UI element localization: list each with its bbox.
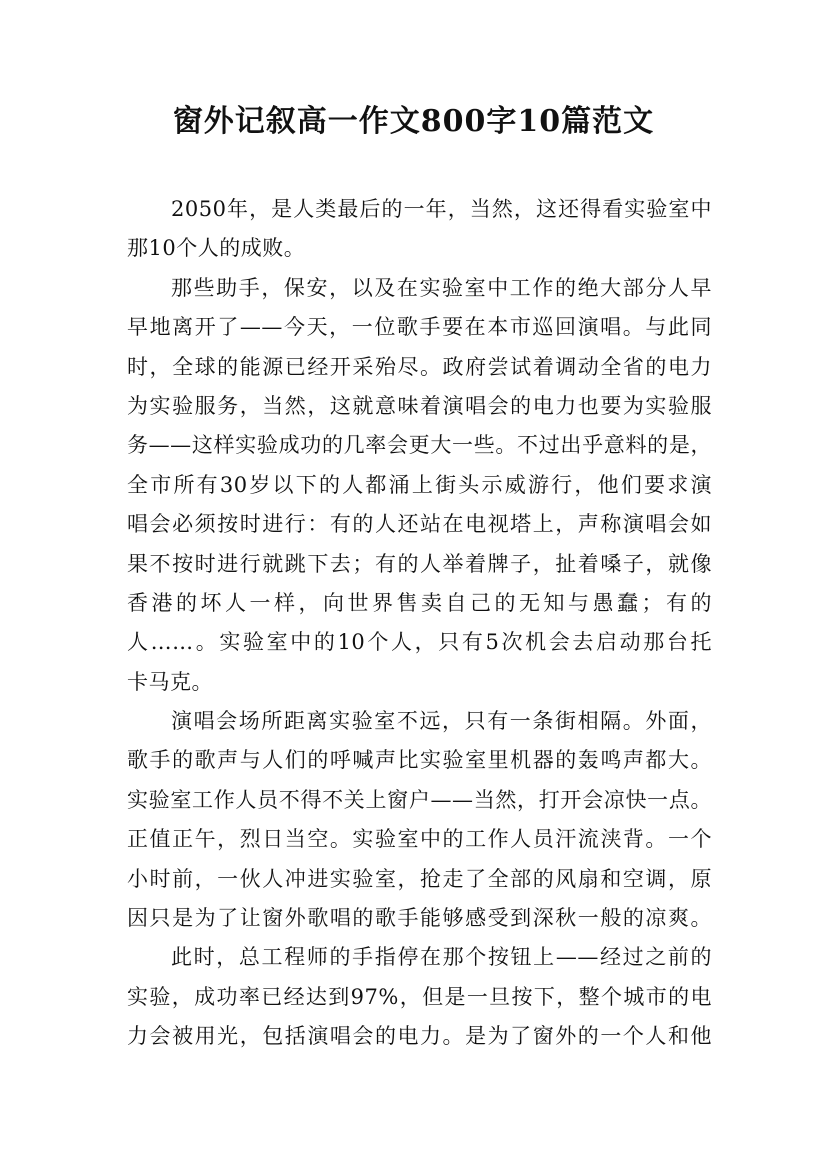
body-line: 果不按时进行就跳下去；有的人举着牌子，扯着嗓子，就像 — [127, 551, 712, 576]
body-line: 香港的坏人一样，向世界售卖自己的无知与愚蠢；有的 — [127, 590, 712, 615]
body-line: 那些助手，保安，以及在实验室中工作的绝大部分人早 — [171, 275, 712, 300]
document-title: 窗外记叙高一作文800字10篇范文 — [172, 104, 655, 139]
body-line: 卡马克。 — [127, 669, 213, 694]
body-line: 演唱会场所距离实验室不远，只有一条街相隔。外面， — [171, 709, 712, 734]
body-line: 此时，总工程师的手指停在那个按钮上——经过之前的 — [171, 945, 712, 970]
body-line: 早地离开了——今天，一位歌手要在本市巡回演唱。与此同 — [127, 315, 712, 340]
body-line: 歌手的歌声与人们的呼喊声比实验室里机器的轰鸣声都大。 — [127, 748, 712, 773]
body-line: 因只是为了让窗外歌唱的歌手能够感受到深秋一般的凉爽。 — [127, 906, 712, 931]
body-line: 小时前，一伙人冲进实验室，抢走了全部的风扇和空调，原 — [127, 866, 712, 891]
body-line: 正值正午，烈日当空。实验室中的工作人员汗流浃背。一个 — [127, 827, 712, 852]
body-line: 全市所有30岁以下的人都涌上街头示威游行，他们要求演 — [127, 472, 712, 497]
body-line: 唱会必须按时进行：有的人还站在电视塔上，声称演唱会如 — [127, 512, 712, 537]
body-line: 实验室工作人员不得不关上窗户——当然，打开会凉快一点。 — [127, 787, 712, 812]
body-line: 那10个人的成败。 — [127, 236, 306, 261]
body-line: 人……。实验室中的10个人，只有5次机会去启动那台托 — [127, 630, 712, 655]
body-line: 时，全球的能源已经开采殆尽。政府尝试着调动全省的电力 — [127, 354, 712, 379]
body-line: 为实验服务，当然，这就意味着演唱会的电力也要为实验服 — [127, 393, 712, 418]
body-line: 实验，成功率已经达到97%，但是一旦按下，整个城市的电 — [127, 984, 712, 1009]
body-line: 2050年，是人类最后的一年，当然，这还得看实验室中 — [171, 197, 712, 221]
body-line: 务——这样实验成功的几率会更大一些。不过出乎意料的是， — [127, 433, 712, 458]
document-body — [127, 190, 712, 1057]
body-line: 力会被用光，包括演唱会的电力。是为了窗外的一个人和他 — [127, 1024, 712, 1049]
